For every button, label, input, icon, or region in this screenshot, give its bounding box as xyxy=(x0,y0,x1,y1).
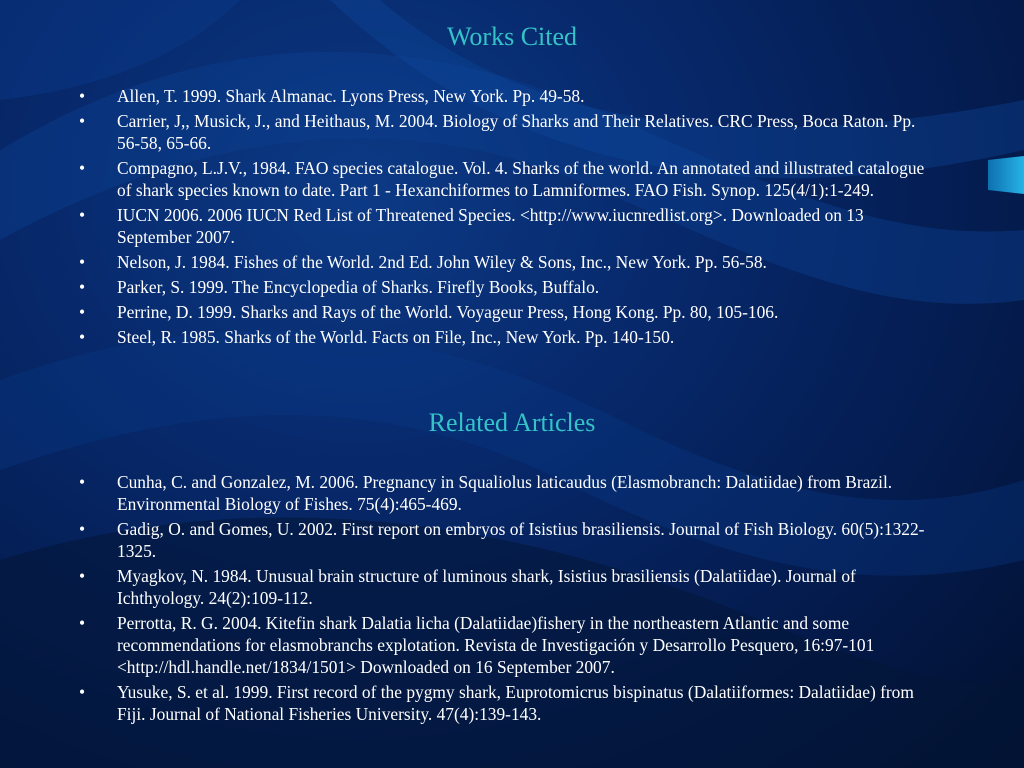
related-articles-list xyxy=(76,471,936,728)
related-article-item: • Cunha, C. and Gonzalez, M. 2006. Pregnancy in Squaliolus laticaudus (Elasmobranch: Dalatiidae) from Brazil. Environmental Biology of Fishes. 75(4):465-469. xyxy=(76,471,936,515)
works-cited-item: • Allen, T. 1999. Shark Almanac. Lyons Press, New York. Pp. 49-58. xyxy=(76,85,936,107)
works-cited-item: • IUCN 2006. 2006 IUCN Red List of Threatened Species. <http://www.iucnredlist.org>. Downloaded on 13 September 2007. xyxy=(76,204,936,248)
related-article-item: • Perrotta, R. G. 2004. Kitefin shark Dalatia licha (Dalatiidae)fishery in the northeastern Atlantic and some recommendations for elasmobranchs explotation. Revista de Investigación y Desarrollo Pesquero, 16:97-101 <http://hdl.handle.net/1834/1501> Downloaded on 16 September 2007. xyxy=(76,612,936,678)
related-article-item: • Gadig, O. and Gomes, U. 2002. First report on embryos of Isistius brasiliensis. Journal of Fish Biology. 60(5):1322-1325. xyxy=(76,518,936,562)
related-articles-heading: Related Articles xyxy=(428,408,596,437)
works-cited-item: • Carrier, J,, Musick, J., and Heithaus, M. 2004. Biology of Sharks and Their Relatives. CRC Press, Boca Raton. Pp. 56-58, 65-66. xyxy=(76,110,936,154)
related-article-item: • Myagkov, N. 1984. Unusual brain structure of luminous shark, Isistius brasiliensis (Dalatiidae). Journal of Ichthyology. 24(2):109-112. xyxy=(76,565,936,609)
works-cited-item: • Steel, R. 1985. Sharks of the World. Facts on File, Inc., New York. Pp. 140-150. xyxy=(76,326,936,348)
works-cited-item: • Compagno, L.J.V., 1984. FAO species catalogue. Vol. 4. Sharks of the world. An annotated and illustrated catalogue of shark species known to date. Part 1 - Hexanchiformes to Lamniformes. FAO Fish. Synop. 125(4/1):1-249. xyxy=(76,157,936,201)
works-cited-item: • Nelson, J. 1984. Fishes of the World. 2nd Ed. John Wiley & Sons, Inc., New York. Pp. 56-58. xyxy=(76,251,936,273)
works-cited-heading: Works Cited xyxy=(446,22,578,51)
works-cited-item: • Perrine, D. 1999. Sharks and Rays of the World. Voyageur Press, Hong Kong. Pp. 80, 105-106. xyxy=(76,301,936,323)
related-article-item: • Yusuke, S. et al. 1999. First record of the pygmy shark, Euprotomicrus bispinatus (Dalatiiformes: Dalatiidae) from Fiji. Journal of National Fisheries University. 47(4):139-143. xyxy=(76,681,936,725)
works-cited-list xyxy=(76,85,936,351)
works-cited-item: • Parker, S. 1999. The Encyclopedia of Sharks. Firefly Books, Buffalo. xyxy=(76,276,936,298)
